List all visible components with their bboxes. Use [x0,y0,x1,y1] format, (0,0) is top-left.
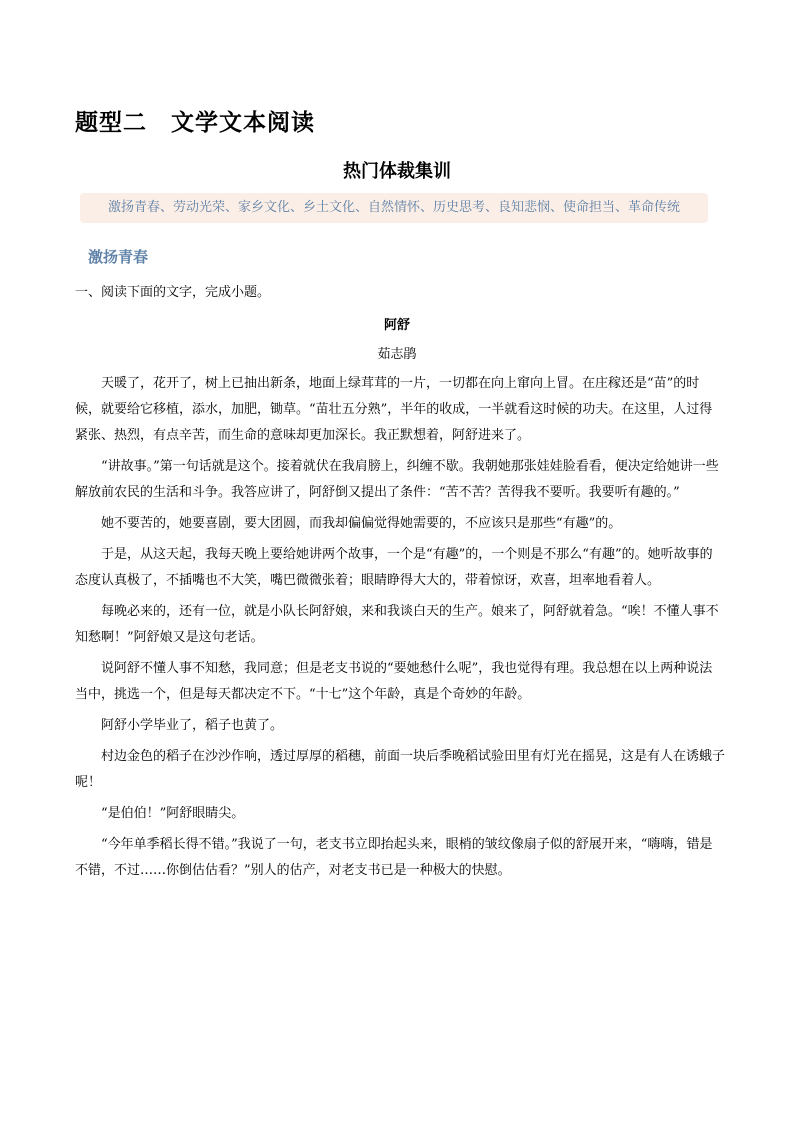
paragraph: 天暖了，花开了，树上已抽出新条，地面上绿茸茸的一片，一切都在向上窜向上冒。在庄稼还是“苗”的时候，就要给它移植，添水，加肥，锄草。“苗壮五分熟”，半年的收成，一半就看这时候的功夫。在这里，人过得紧张、热烈，有点辛苦，而生命的意味却更加深长。我正默想着，阿舒进来了。 [75,376,713,443]
theme-banner [80,193,708,223]
section-heading: 热门体裁集训 [343,161,451,182]
theme-list: 激扬青春、劳动光荣、家乡文化、乡土文化、自然情怀、历史思考、良知悲悯、使命担当、革命传统 [107,200,680,215]
paragraph: 她不要苦的，她要喜剧，要大团圆，而我却偏偏觉得她需要的，不应该只是那些“有趣”的。 [101,516,622,531]
paragraph: 于是，从这天起，我每天晚上要给她讲两个故事，一个是“有趣”的，一个则是不那么“有趣”的。她听故事的态度认真极了，不插嘴也不大笑，嘴巴微微张着；眼睛睁得大大的，带着惊讶，欢喜，坦率地看着人。 [75,547,713,588]
sub-heading: 激扬青春 [88,248,149,266]
paragraph: “是伯伯！”阿舒眼睛尖。 [101,806,245,821]
paragraph: “讲故事。”第一句话就是这个。接着就伏在我肩膀上，纠缠不歇。我朝她那张娃娃脸看看，便决定给她讲一些解放前农民的生活和斗争。我答应讲了，阿舒倒又提出了条件：“苦不苦？苦得我不要听。我要听有趣的。” [75,459,719,500]
paragraph: 每晚必来的，还有一位，就是小队长阿舒娘，来和我谈白天的生产。娘来了，阿舒就着急。“唉！不懂人事不知愁啊！”阿舒娘又是这句老话。 [75,604,719,645]
paragraph: 村边金色的稻子在沙沙作响，透过厚厚的稻穗，前面一块后季晚稻试验田里有灯光在摇晃，这是有人在诱蛾子呢！ [75,749,726,790]
article-author: 茹志鹃 [377,347,417,362]
article-title: 阿舒 [383,318,410,333]
article-body [75,371,725,889]
page-title: 题型二 文学文本阅读 [75,110,315,136]
paragraph: 阿舒小学毕业了，稻子也黄了。 [101,718,284,733]
instruction-text: 一、阅读下面的文字，完成小题。 [75,285,271,300]
paragraph: “今年单季稻长得不错。”我说了一句，老支书立即抬起头来，眼梢的皱纹像扇子似的舒展开来，“嗨嗨，错是不错，不过……你倒估估看？”别人的估产，对老支书已是一种极大的快慰。 [75,837,713,878]
paragraph: 说阿舒不懂人事不知愁，我同意；但是老支书说的“要她愁什么呢”，我也觉得有理。我总想在以上两种说法当中，挑选一个，但是每天都决定不下。“十七”这个年龄，真是个奇妙的年龄。 [75,661,713,702]
